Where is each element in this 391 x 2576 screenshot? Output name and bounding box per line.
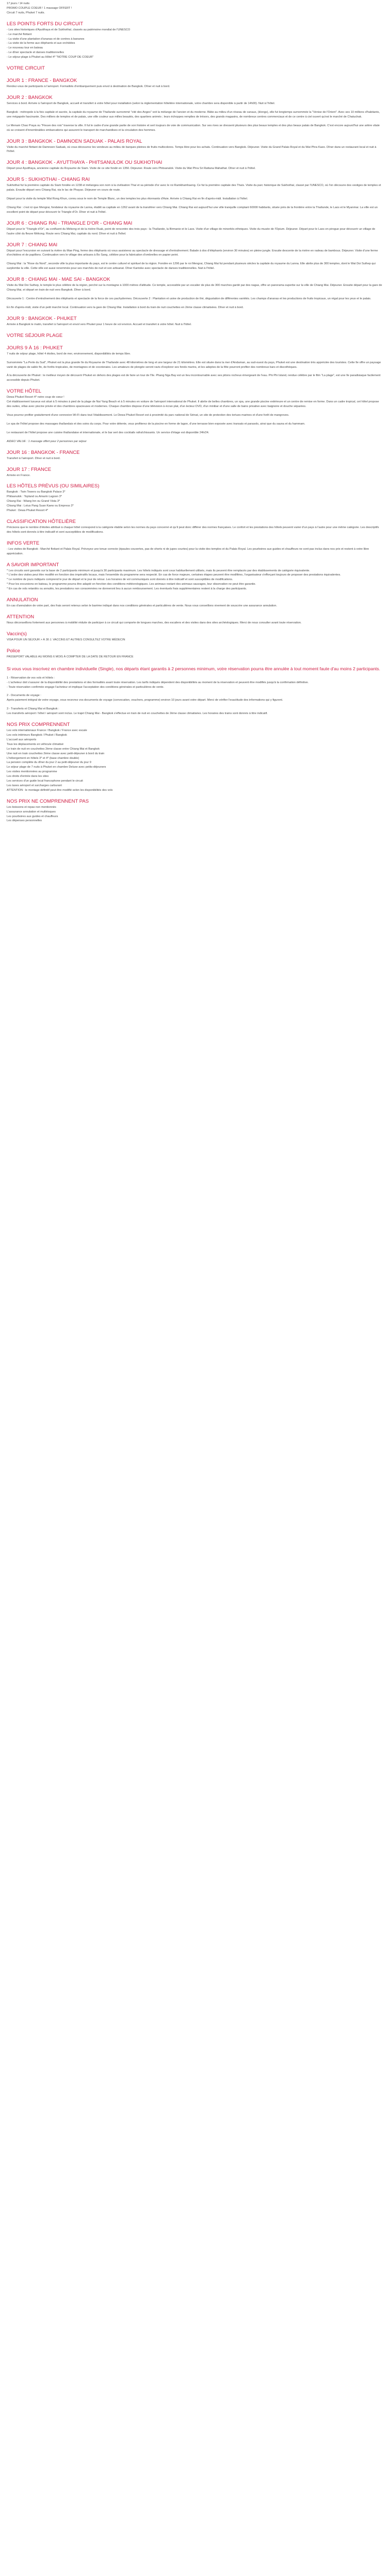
pas-compris-item: Les boissons et repas non mentionnés xyxy=(7,805,56,809)
reservation-text: - Toute réservation confirmée engage l'acheteur et implique l'acceptation des conditions générales et particulières de vente. xyxy=(7,685,165,689)
jour17-text: Arrivée en France. xyxy=(7,473,31,477)
hotel-item: Bangkok : Twin Towers ou Bangkok Palace 3* xyxy=(7,490,66,494)
hotel-text: Dewa Phuket Resort 4* notre coup de cœur ! xyxy=(7,396,64,399)
jour5-text: Départ pour la visite du temple Wat Rong Khun, connu sous le nom de Temple Blanc, un des temples les plus étonnants d'Asie. Arrivée à Chiang Rai en fin d'après-midi. Installation à l'hôtel. xyxy=(7,197,248,201)
hotel-text: Le spa de l'hôtel propose des massages thaïlandais et des soins du corps. Pour votre détente, vous profiterez de la piscine en forme de lagon, d'une terrasse bien exposée avec transats et parasols, ainsi que du sauna et du hammam. xyxy=(7,422,305,426)
nos-prix-item: L'hébergement en hôtels 3* et 4* (base chambre double) xyxy=(7,756,79,760)
jour8-title: JOUR 8 : CHIANG MAI - MAE SAI - BANGKOK xyxy=(7,277,110,283)
points-fort-item: - Le dîner spectacle et danses traditionnelles xyxy=(7,51,64,55)
annulation-text: En cas d'annulation de votre part, des frais seront retenus selon le barème indiqué dans nos conditions générales et particulières de vente. Nous vous conseillons vivement de souscrire une assurance annulation. xyxy=(7,604,278,608)
reservation-text: 3 - Transferts et Chiang Mai et Bangkok : xyxy=(7,707,59,711)
pas-compris-item: Les dépenses personnelles xyxy=(7,819,42,823)
nos-prix-item: Les taxes aéroport et surcharges carburant xyxy=(7,784,62,787)
nos-prix-item: ATTENTION : le montage définitif peut être modifié selon les disponibilités des vols xyxy=(7,788,113,792)
points-fort-item: - La visite d'une plantation d'ananas et de contres à bananes xyxy=(7,37,85,41)
jour17-title: JOUR 17 : FRANCE xyxy=(7,466,52,472)
hotel-note: AIDEO VALUE : 1 massage offert pour 2 personnes par séjour xyxy=(7,439,87,443)
jours916-title: JOURS 9 À 16 : PHUKET xyxy=(7,345,63,351)
pas-compris-list xyxy=(7,805,383,824)
reservation-text: - L'acheteur doit s'assurer de la disponibilité des prestations et des formalités avant toute réservation. Les tarifs indiqués dépendent des disponibilités au moment de la réservation et peuvent être modifiés jusqu'à la confirmation définitive. xyxy=(7,681,309,684)
jour7-text: Chiang Mai : la "Rose du Nord", seconde ville la plus importante du pays, est le centre culturel et spirituel de la région. Fondée en 1296 par le roi Mengrai, Chiang Mai fut pendant plusieurs siècles la capitale du royaume du Lanna. Elle abrite plus de 300 temples, dont le Wat Doi Suthep qui surplombe la ville. Cette ville est aussi renommée pour ses marchés de nuit et son artisanat. Dîner Kantoke avec spectacle de danses traditionnelles. Nuit à l'hôtel. xyxy=(7,262,376,270)
jour8-text: En fin d'après-midi, visite d'un petit marché local. Continuation vers la gare de Chiang Mai. Installation à bord du train de nuit couchettes en 2ème classe climatisées. Dîner et nuit à bord. xyxy=(7,306,244,309)
jour16-text: Transfert à l'aéroport. Dîner et nuit à bord. xyxy=(7,456,61,460)
classification-text: Précisons que le nombre d'étoiles attribué à chaque hôtel correspond à la catégorie établie selon les normes du pays concerné et qu'il peut donc différer des normes françaises. Le confort et les prestations des hôtels peuvent varier d'un pays à l'autre pour une même catégorie. Les descriptifs des hôtels sont donnés à titre indicatif et sont susceptibles de modifications. xyxy=(7,526,379,534)
section-sejour-plage: VOTRE SÉJOUR PLAGE xyxy=(7,332,63,338)
jour8-text: Visite du Wat Doi Suthep, le temple le plus célèbre de la région, perché sur la montagne à 1000 mètres d'altitude. Ce temple, accessible par un escalier de plus de 300 marches gardé par des nagas, offre un panorama superbe sur la ville de Chiang Mai. Déjeuner. Ensuite départ pour la gare de Chiang Mai, et départ en train de nuit vers Bangkok. Dîner à bord. xyxy=(7,284,382,292)
jour9-text: Arrivée à Bangkok le matin, transfert à l'aéroport et envol vers Phuket pour 1 heure de vol environ. Accueil et transfert à votre hôtel. Nuit à l'hôtel. xyxy=(7,323,192,326)
jour9-title: JOUR 9 : BANGKOK - PHUKET xyxy=(7,315,77,321)
hotel-text: Cet établissement luxueux est situé à 5 minutes à pied de la plage de Nai Yang Beach et à 5 minutes en voiture de l'aéroport international de Phuket. Il abrite de belles chambres, un spa, une grande piscine extérieure et un centre de remise en forme. Dans un cadre tropical, cet hôtel propose des suites, villas avec piscine privée et des chambres spacieuses et modernes. Chaque chambre dispose d'une télévision à écran plat, d'un lecteur DVD, d'un minibar et d'une salle de bains privative avec baignoire et douche séparées. xyxy=(7,400,379,409)
section-nos-prix: NOS PRIX COMPRENNENT xyxy=(7,722,70,728)
nos-prix-list xyxy=(7,728,383,793)
nos-prix-item: Les visites mentionnées au programme xyxy=(7,770,57,774)
reservation-text: 2 - Documents de voyage : xyxy=(7,694,41,698)
section-infos: INFOS VERTE xyxy=(7,540,40,546)
section-hotels-prevus: LES HÔTELS PRÉVUS (OU SIMILAIRES) xyxy=(7,483,100,489)
hotel-text: Le restaurant de l'hôtel propose une cuisine thaïlandaise et internationale, et le bar sert des cocktails rafraîchissants. Un service d'étage est disponible 24h/24. xyxy=(7,431,209,434)
section-pas-compris: NOS PRIX NE COMPRENNENT PAS xyxy=(7,798,89,804)
hotel-text: Vous pourrez profiter gratuitement d'une connexion Wi-Fi dans tout l'établissement. Le Dewa Phuket Resort est à proximité du parc national de Sirinat, un site de protection des tortues marines et d'une forêt de mangroves. xyxy=(7,413,289,417)
nos-prix-item: Tous les déplacements en véhicule climatisé xyxy=(7,742,64,746)
nos-prix-item: Le séjour plage de 7 nuits à Phuket en chambre Deluxe avec petits-déjeuners xyxy=(7,766,106,769)
section-police: Police xyxy=(7,648,20,654)
hotel-item: Phitsanulok : Topland ou Amarin Lagoon 3* xyxy=(7,495,62,499)
points-fort-item: - Le marché flottant xyxy=(7,32,32,36)
nos-prix-item: L'accueil aux aéroports xyxy=(7,738,37,741)
nos-prix-item: Les services d'un guide local francophone pendant le circuit xyxy=(7,779,83,783)
nos-prix-item: Les vols internationaux France / Bangkok / France avec escale xyxy=(7,729,87,733)
nos-prix-item: Les vols intérieurs Bangkok / Phuket / Bangkok xyxy=(7,733,67,737)
vaccins-text: VISA POUR UN SÉJOUR > À 30 J. VACCINS ET AUTRES CONSULTEZ VOTRE MÉDECIN xyxy=(7,638,125,641)
jour8-text: Découverte 1 : Centre d'entraînement des éléphants et spectacle de la force de ces pachydermes. Découverte 2 : Plantation et usine de production de thé, dégustation de différentes variétés. Les champs d'ananas et les productions de fruits tropicaux, un régal pour les yeux et le palais. xyxy=(7,297,371,300)
jours916-text: 7 nuits de séjour plage, hôtel 4 étoiles, bord de mer, environnement, disponibilités de temps libre. xyxy=(7,352,131,355)
single-room-warning: Si vous vous inscrivez en chambre individuelle (Single), nos départs étant garantis à 2 personnes minimum, votre réservation pourra être annulée à tout moment faute d'au moins 2 participants. xyxy=(7,666,381,671)
infos-text: - Les visites de Bangkok : Marché flottant et Palais Royal. Prévoyez une tenue correcte (épaules couvertes, pas de shorts ni de jupes courtes) pour la visite des temples et du Palais Royal. Les pourboires aux guides et chauffeurs ne sont pas inclus dans nos prix et restent à votre libre appréciation. xyxy=(7,547,369,555)
jour6-title: JOUR 6 : CHIANG RAI - TRIANGLE D'OR - CHIANG MAI xyxy=(7,220,133,226)
a-savoir-text: * En cas de vols retardés ou annulés, les prestations non consommées ne donneront lieu à aucun remboursement. Les éventuels frais supplémentaires restent à la charge des participants. xyxy=(7,587,247,591)
hotel-item: Chiang Mai : Lotus Pang Suan Kaew ou Empress 3* xyxy=(7,504,74,508)
attention-text: Nous déconseillons fortement aux personnes à mobilité réduite de participer à ce circuit qui comporte de longues marches, des escaliers et des visites dans des sites archéologiques. Merci de nous consulter avant toute réservation. xyxy=(7,621,302,624)
jour1-text: Rendez-vous de participants à l'aéroport. Formalités d'embarquement puis envol à destination de Bangkok. Dîner et nuit à bord. xyxy=(7,85,170,89)
a-savoir-text: * L'ordre des visites peut être modifié en fonction des impératifs locaux, mais l'ensemble du programme sera respecté. En cas de force majeure, certaines étapes peuvent être modifiées, l'organisateur s'efforçant toujours de proposer des prestations équivalentes. xyxy=(7,573,341,577)
reservation-text: 1 - Réservation de vos vols et hôtels : xyxy=(7,676,55,680)
section-vaccins: Vaccin(s) xyxy=(7,631,27,637)
hotel-item: Chiang Rai : Wiang Inn ou Grand Vista 3* xyxy=(7,500,60,503)
hotels-list xyxy=(7,490,383,513)
intro-line-2: PROMO COUPLE COEUR ! 1 massage OFFERT ! xyxy=(7,6,72,10)
nos-prix-item: La pension complète du dîner du jour 2 au petit-déjeuner du jour 9 xyxy=(7,761,91,765)
jour7-title: JOUR 7 : CHIANG MAI xyxy=(7,242,58,248)
jour2-text: Bangkok : métropole à la fois capitale et sacrée, la capitale du royaume de Thaïlande surnommé "cité des Anges" voit la mélange de l'ancien et du moderne. Bâtie au milieu d'un réseau de canaux, (klongs), elle fut longtemps surnommée la "Venise de l'Orient". Avec ses 10 millions d'habitants, une mégapole fascinante. Des milliers de temples et de palais, une ville couleur aux milles beautés, des quartiers animés ; leurs échoppes remplies de trésors, des grands magasins, de nombreux centres commerciaux et de ce centre à ciel ouvert qu'est le marché de Chatuchak. xyxy=(7,110,380,118)
section-annulation: ANNULATION xyxy=(7,597,38,603)
section-classification: CLASSIFICATION HÔTELIÈRE xyxy=(7,518,76,524)
section-hotel: VOTRE HÔTEL xyxy=(7,388,42,395)
jour4-text: Départ pour Ayutthaya, ancienne capitale du Royaume de Siam. Visite de ce site fondé en 1350. Déjeuner. Route vers Phitsanulok. Visite du Wat Phra Sri Rattana Mahathat. Dîner et nuit à l'hôtel. xyxy=(7,167,256,171)
nos-prix-item: Le train de nuit en couchettes 2ème classe entre Chiang Mai et Bangkok xyxy=(7,747,100,751)
reservation-text: Après paiement intégral de votre voyage, vous recevrez vos documents de voyage (convocation, vouchers, programme) environ 10 jours avant votre départ. Merci de vérifier l'exactitude des informations qui y figurent. xyxy=(7,699,283,702)
jour5-title: JOUR 5 : SUKHOTHAI - CHIANG RAI xyxy=(7,177,90,183)
intro-line-1: 17 jours / 14 nuits xyxy=(7,2,30,5)
jour2-text: Services à bord. Arrivée à l'aéroport de Bangkok, accueil et transfert à votre hôtel pour installation (selon la réglementation hôtelière internationale, votre chambre sera disponible à partir de 14h00). Nuit à l'hôtel. xyxy=(7,101,275,105)
points-fort-item: - La visite de la ferme aux éléphants et aux orchidées xyxy=(7,42,75,45)
section-a-savoir: A SAVOIR IMPORTANT xyxy=(7,562,59,568)
jour1-title: JOUR 1 : FRANCE - BANGKOK xyxy=(7,78,77,84)
jour2-text: Le Menam Chao Praya ou "Fleuve des rois" traverse la ville. Il fut le cadre d'une grande partie de son histoire et sert toujours de voie de communication. Sur ses rives se dressent plusieurs des plus beaux temples et des plus beaux palais de Bangkok. C'est encore aujourd'hui une artère vitale où se croisent d'innombrables embarcations qui assurent le transport de marchandises et la circulation des hommes. xyxy=(7,124,380,132)
pas-compris-item: L'assurance annulation et multirisques xyxy=(7,810,56,814)
hotel-item: Phuket : Dewa Phuket Resort 4* xyxy=(7,509,48,513)
jour6-text: Départ pour le "Triangle d'Or", au confluent du Mékong et de la rivière Ruak, point de rencontre des trois pays : la Thaïlande, la Birmanie et le Laos. Visite d'un village de minorités ethniques. Visite du musée de l'Opium. Déjeuner. Départ pour le Laos en pirogue pour découvrir un village de l'autre côté du fleuve Mékong. Route vers Chiang Mai, capitale du nord. Dîner et nuit à l'hôtel. xyxy=(7,227,376,235)
reservation-block xyxy=(7,676,383,716)
nos-prix-item: Les droits d'entrée dans les sites xyxy=(7,775,49,778)
jour5-text: Sukhothaï fut la première capitale du Siam fondée en 1238 et mélangea son nom à la civilisation Thaï et sa période d'or avec le roi Ramkhamhaeng. Ce fut la première capitale des Thaïs. Visite du parc historique de Sukhothaï, classé par l'UNESCO, où l'on découvre des vestiges de temples et palais. Ensuite départ vers Chiang Rai, via le lac de Phayao. Déjeuner en cours de route. xyxy=(7,184,381,192)
intro-line-3: Circuit 7 nuits, Phuket 7 nuits. xyxy=(7,11,45,14)
jour7-text: Départ pour l'excursion en suivant la rivière du Mae Ping, ferme des éléphants où vous assisterez au spectacle de dressage et d'entraînement. Balade à dos d'éléphants (environ 30 minutes) en pleine jungle. Ensuite descente de la rivière en radeau de bambous. Déjeuner. Visite d'une ferme d'orchidées et de papillons. Continuation vers le village des artisans à Bo Sang, célèbre pour la fabrication d'ombrelles en papier peint. xyxy=(7,249,378,257)
jour5-text: Chiang Rai : c'est ici que Mengrai, fondateur du royaume de Lanna, établit sa capitale en 1262 avant de la transférer vers Chiang Mai. Chiang Rai est aujourd'hui une ville tranquille comptant 60000 habitants, située près de la frontière entre la Thaïlande, le Laos et le Myanmar. La ville est un excellent point de départ pour découvrir le Triangle d'Or. Dîner et nuit à l'hôtel. xyxy=(7,206,378,214)
a-savoir-text: * Le nombre de jours indiqués comprend le jour de départ et le jour de retour. Les horaires de vol communiqués sont donnés à titre indicatif et sont susceptibles de modifications. xyxy=(7,578,233,582)
reservation-text: Les transferts aéroport / hôtel / aéroport sont inclus. Le trajet Chiang Mai - Bangkok s'effectue en train de nuit en couchettes de 2ème classe climatisées. Les horaires des trains sont donnés à titre indicatif. xyxy=(7,712,268,716)
jour4-title: JOUR 4 : BANGKOK - AYUTTHAYA - PHITSANULOK OU SUKHOTHAI xyxy=(7,160,162,166)
nos-prix-item: Une nuit en train couchettes 2ème classe avec petit-déjeuner à bord du train xyxy=(7,752,105,755)
pas-compris-item: Les pourboires aux guides et chauffeurs xyxy=(7,815,58,818)
jours916-text: Surnommée "La Perle du Sud", Phuket est la plus grande île du Royaume de Thaïlande avec 48 kilomètres de long et une largeur de 21 kilomètres. Elle est située dans la mer d'Andaman, au sud-ouest du pays, Phuket est une destination très appréciée des touristes. Cette île offre un paysage varié de plages de sable fin, de forêts tropicales, de montagnes et de cocoteraies. Les amateurs de plongée seront ravis d'explorer ses fonds marins, et les adeptes de la fête pourront profiter des nombreux bars et discothèques. xyxy=(7,361,381,369)
points-fort-item: - Les sites historiques d'Ayutthaya et de Sukhothaï, classés au patrimoine mondial de l'UNESCO xyxy=(7,28,131,31)
a-savoir-text: * Pour les excursions en bateau, le programme pourra être adapté en fonction des conditions météorologiques. Les animaux restant des animaux sauvages, leur observation ne peut être garantie. xyxy=(7,583,256,586)
jour3-text: Visite du marché flottant de Damnoen Saduak, où vous découvrez les vendeurs au milieu de barques pleines de fruits multicolores. Temps libre pour les achats. Continuation vers Bangkok. Déjeuner. Visite du Grand Palais Royal et du Wat Phra Kaeo. Dîner dans un restaurant local et nuit à l'hôtel. xyxy=(7,145,377,154)
section-attention: ATTENTION xyxy=(7,614,35,620)
points-fort-item: - Le nouveau tour en bateau xyxy=(7,46,43,50)
police-text: PASSEPORT VALABLE AU MOINS 6 MOIS À COMPTER DE LA DATE DE RETOUR EN FRANCE xyxy=(7,655,134,658)
section-votre-circuit: VOTRE CIRCUIT xyxy=(7,65,45,72)
jour3-title: JOUR 3 : BANGKOK - DAMNOEN SADUAK - PALAIS ROYAL xyxy=(7,138,142,144)
section-points-forts: LES POINTS FORTS DU CIRCUIT xyxy=(7,21,84,27)
a-savoir-text: * Les circuits sont garantis sur la base de 2 participants minimum et jusqu'à 30 participants maximum. Les hôtels indiqués sont ceux habituellement utilisés, mais ils peuvent être remplacés par des établissements de catégorie équivalente. xyxy=(7,569,311,572)
jour2-title: JOUR 2 : BANGKOK xyxy=(7,94,53,100)
jour16-title: JOUR 16 : BANGKOK - FRANCE xyxy=(7,449,80,455)
points-fort-item: - Le séjour plage à Phuket au Hôtel 4* "NOTRE COUP DE COEUR" xyxy=(7,56,94,59)
points-forts-list xyxy=(7,28,383,60)
jours916-text: À la découverte de Phuket : le meilleur moyen de découvrir Phuket en dehors des plages est de faire un tour de l'île. Phang Nga Bay est un lieu incontournable avec ses pitons rocheux émergeant de l'eau. Phi Phi Island, rendue célèbre par le film "La plage", est une île paradisiaque facilement accessible depuis Phuket. xyxy=(7,374,381,382)
